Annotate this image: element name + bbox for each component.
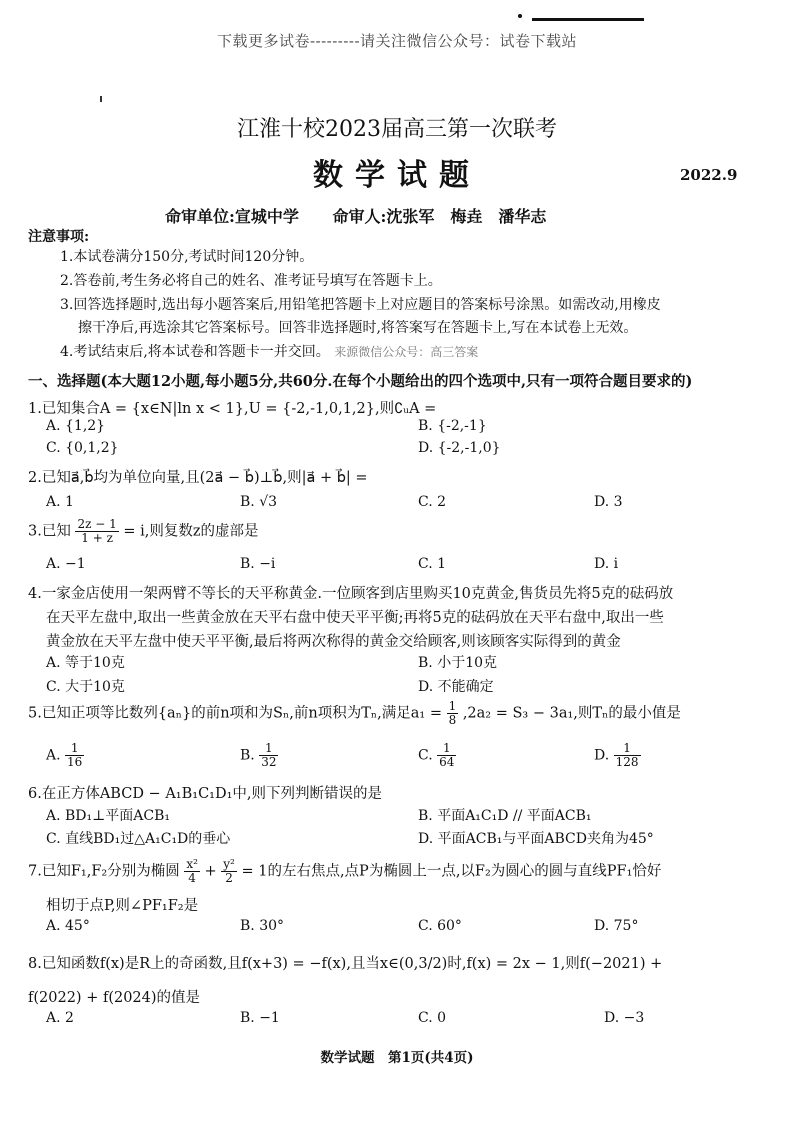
q3-prefix: 3.已知 — [28, 523, 71, 540]
q1-option-a: A. {1,2} — [46, 418, 106, 434]
q7-fraction-x — [184, 858, 200, 885]
question-4-line-3: 黄金放在天平左盘中使天平平衡,最后将两次称得的黄金交给顾客,则该顾客实际得到的黄金 — [46, 634, 621, 650]
scan-tick — [100, 96, 102, 102]
q3-option-d: D. i — [594, 556, 619, 572]
question-2: 2.已知a⃗,b⃗均为单位向量,且(2a⃗ − b⃗)⊥b⃗,则|a⃗ + b⃗| = — [28, 470, 368, 486]
q7-y-num: y² — [223, 857, 235, 871]
review-unit: 命审单位:宣城中学 — [165, 207, 299, 226]
question-6: 6.在正方体ABCD − A₁B₁C₁D₁中,则下列判断错误的是 — [28, 786, 383, 802]
question-1: 1.已知集合A = {x∈N|ln x < 1},U = {-2,-1,0,1,2},则∁ᵤA = — [28, 401, 437, 417]
q5-suffix: ,2a₂ = S₃ − 3a₁,则Tₙ的最小值是 — [462, 705, 681, 722]
q6-option-c: C. 直线BD₁过△A₁C₁D的垂心 — [46, 831, 231, 847]
q5-d-num: 1 — [614, 742, 641, 756]
q5-a-num: 1 — [65, 742, 84, 756]
q6-option-b: B. 平面A₁C₁D // 平面ACB₁ — [418, 808, 592, 824]
q5-d-den: 128 — [615, 755, 639, 769]
q2-option-c: C. 2 — [418, 494, 447, 510]
q5-c-den: 64 — [439, 755, 455, 769]
question-3 — [28, 518, 259, 545]
q5-option-b-label: B. — [240, 747, 255, 764]
q3-option-a: A. −1 — [46, 556, 86, 572]
scan-mark — [518, 14, 522, 18]
q5-option-a-label: A. — [46, 747, 61, 764]
notice-item-4-text: 4.考试结束后,将本试卷和答题卡一并交回。 — [60, 344, 330, 360]
q6-option-d: D. 平面ACB₁与平面ABCD夹角为45° — [418, 831, 654, 847]
q7-option-b: B. 30° — [240, 918, 285, 934]
q2-option-b: B. √3 — [240, 494, 278, 510]
q1-option-d: D. {-2,-1,0} — [418, 440, 501, 456]
q3-fraction-num: 2z − 1 — [77, 517, 117, 531]
q8-option-c: C. 0 — [418, 1010, 447, 1026]
q3-fraction — [75, 518, 118, 545]
q7-option-a: A. 45° — [46, 918, 90, 934]
q4-option-c: C. 大于10克 — [46, 679, 125, 695]
q5-option-c-fraction — [437, 742, 456, 769]
q5-a-den: 16 — [67, 755, 83, 769]
q3-fraction-den: 1 + z — [81, 531, 113, 545]
notice-item-3: 3.回答选择题时,选出每小题答案后,用铅笔把答题卡上对应题目的答案标号涂黑。如需改动,用橡皮 — [60, 297, 661, 313]
notice-title: 注意事项: — [28, 229, 90, 245]
q3-suffix: = i,则复数z的虚部是 — [123, 523, 259, 540]
q7-x-den: 4 — [188, 871, 196, 885]
q6-option-a: A. BD₁⊥平面ACB₁ — [46, 808, 171, 824]
notice-item-4 — [60, 341, 780, 363]
q5-option-c — [418, 742, 456, 769]
q5-option-d-label: D. — [594, 747, 610, 764]
notice-item-3-cont: 擦干净后,再选涂其它答案标号。回答非选择题时,将答案写在答题卡上,写在本试卷上无效。 — [78, 320, 638, 336]
q7-prefix: 7.已知F₁,F₂分别为椭圆 — [28, 863, 180, 880]
q4-option-b: B. 小于10克 — [418, 655, 498, 671]
q5-option-d-fraction — [614, 742, 641, 769]
q3-option-b: B. −i — [240, 556, 276, 572]
q4-option-d: D. 不能确定 — [418, 679, 494, 695]
q5-option-a — [46, 742, 84, 769]
notice-item-2: 2.答卷前,考生务必将自己的姓名、准考证号填写在答题卡上。 — [60, 273, 442, 289]
question-4-line-2: 在天平左盘中,取出一些黄金放在天平右盘中使天平平衡;再将5克的砝码放在天平右盘中,取出一些 — [46, 610, 664, 626]
q8-option-d: D. −3 — [604, 1010, 645, 1026]
exam-date: 2022.9 — [680, 166, 738, 184]
question-8-line-1: 8.已知函数f(x)是R上的奇函数,且f(x+3) = −f(x),且当x∈(0,3/2)时,f(x) = 2x − 1,则f(−2021) + — [28, 956, 663, 972]
q3-option-c: C. 1 — [418, 556, 447, 572]
q8-option-a: A. 2 — [46, 1010, 74, 1026]
reviewers: 命审人:沈张军 梅垚 潘华志 — [332, 207, 547, 226]
watermark-text: 来源微信公众号：高三答案 — [334, 345, 479, 359]
q7-fraction-y — [221, 858, 237, 885]
q5-b-den: 32 — [261, 755, 277, 769]
notice-item-1: 1.本试卷满分150分,考试时间120分钟。 — [60, 249, 314, 265]
q5-option-a-fraction — [65, 742, 84, 769]
q2-option-a: A. 1 — [46, 494, 74, 510]
q7-suffix: = 1的左右焦点,点P为椭圆上一点,以F₂为圆心的圆与直线PF₁恰好 — [241, 863, 662, 880]
exam-school-title: 江淮十校2023届高三第一次联考 — [237, 117, 557, 142]
question-7 — [28, 858, 661, 885]
q5-option-c-label: C. — [418, 747, 433, 764]
q5-prefix: 5.已知正项等比数列{aₙ}的前n项和为Sₙ,前n项积为Tₙ,满足a₁ = — [28, 705, 442, 722]
q5-b-num: 1 — [259, 742, 278, 756]
question-7-line-2: 相切于点P,则∠PF₁F₂是 — [46, 898, 199, 914]
q5-fraction-den: 8 — [448, 713, 457, 727]
exam-subject-title: 数学试题 — [313, 158, 481, 193]
q1-option-c: C. {0,1,2} — [46, 440, 119, 456]
q7-x-num: x² — [186, 857, 198, 871]
page-footer: 数学试题 第1页(共4页) — [320, 1050, 474, 1066]
q1-option-b: B. {-2,-1} — [418, 418, 487, 434]
section-heading: 一、选择题(本大题12小题,每小题5分,共60分.在每个小题给出的四个选项中,只有一项符合题目要求的) — [28, 373, 693, 390]
q8-option-b: B. −1 — [240, 1010, 280, 1026]
q2-option-d: D. 3 — [594, 494, 623, 510]
question-4-line-1: 4.一家金店使用一架两臂不等长的天平称黄金.一位顾客到店里购买10克黄金,售货员先将5克的砝码放 — [28, 586, 674, 602]
scan-line — [532, 18, 644, 21]
q5-option-d — [594, 742, 641, 769]
q5-option-b-fraction — [259, 742, 278, 769]
q5-option-b — [240, 742, 278, 769]
q5-fraction — [447, 700, 459, 727]
q7-y-den: 2 — [225, 871, 233, 885]
q5-c-num: 1 — [437, 742, 456, 756]
question-8-line-2: f(2022) + f(2024)的值是 — [28, 990, 201, 1006]
exam-authors — [165, 204, 574, 227]
q5-fraction-num: 1 — [448, 699, 457, 713]
question-5 — [28, 700, 681, 727]
q7-option-c: C. 60° — [418, 918, 462, 934]
q7-option-d: D. 75° — [594, 918, 639, 934]
download-banner: 下载更多试卷---------请关注微信公众号：试卷下载站 — [216, 32, 578, 50]
q7-plus: + — [204, 863, 217, 880]
q4-option-a: A. 等于10克 — [46, 655, 125, 671]
